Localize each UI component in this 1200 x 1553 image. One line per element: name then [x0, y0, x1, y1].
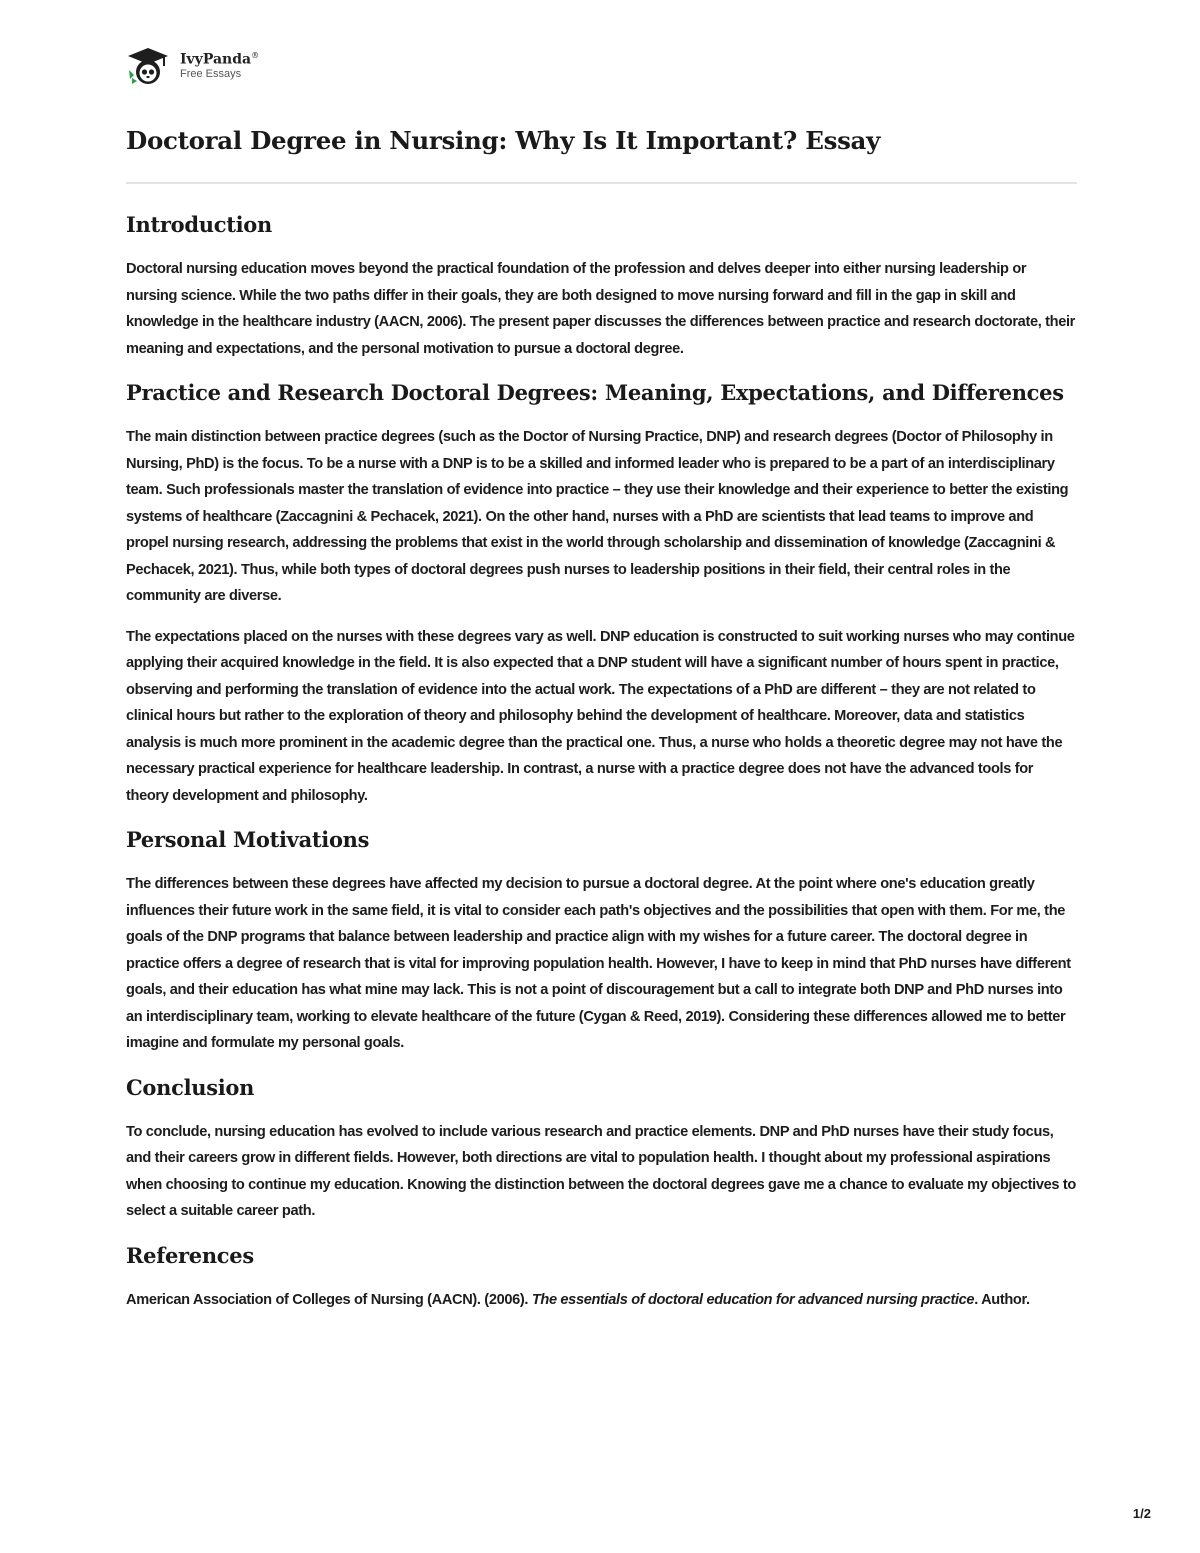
- section-heading: References: [126, 1242, 254, 1268]
- section-references: [126, 1239, 1077, 1314]
- essay-body: [126, 208, 1077, 1327]
- paragraph: Doctoral nursing education moves beyond the practical foundation of the profession and delves deeper into either nursing leadership or nursing science. While the two paths differ in their goals, they are both designed to move nursing forward and fill in the gap in skill and knowledge in the healthcare industry (AACN, 2006). The present paper discusses the differences between practice and research doctorate, their meaning and expectations, and the personal motivation to pursue a doctoral degree.: [126, 261, 1076, 357]
- page-number: 1/2: [1132, 1506, 1151, 1521]
- paragraph: The main distinction between practice degrees (such as the Doctor of Nursing Practice, DNP) and research degrees (Doctor of Philosophy in Nursing, PhD) is the focus. To be a nurse with a DNP is to be a skilled and informed leader who is prepared to be a part of an interdisciplinary team. Such professionals master the translation of evidence into practice – they use their knowledge and their experience to better the existing systems of healthcare (Zaccagnini & Pechacek, 2021). On the other hand, nurses with a PhD are scientists that lead teams to improve and propel nursing research, addressing the problems that exist in the world through scholarship and dissemination of knowledge (Zaccagnini & Pechacek, 2021). Thus, while both types of doctoral degrees push nurses to leadership positions in their field, their central roles in the community are diverse.: [126, 429, 1069, 604]
- brand-logo[interactable]: [126, 44, 259, 88]
- section-personal-motivations: [126, 823, 1077, 1057]
- section-heading: Introduction: [126, 212, 272, 237]
- title-divider: [126, 182, 1077, 184]
- page-title: Doctoral Degree in Nursing: Why Is It Important? Essay: [126, 126, 881, 155]
- panda-graduate-icon: [126, 44, 170, 88]
- paragraph: To conclude, nursing education has evolved to include various research and practice elements. DNP and PhD nurses have their study focus, and their careers grow in different fields. However, both directions are vital to population health. I thought about my professional aspirations when choosing to continue my education. Knowing the distinction between the doctoral degrees gave me a chance to evaluate my objectives to select a suitable career path.: [126, 1123, 1076, 1219]
- section-conclusion: [126, 1071, 1077, 1225]
- brand-name: IvyPanda®: [180, 50, 260, 68]
- paragraph: The differences between these degrees have affected my decision to pursue a doctoral degree. At the point where one's education greatly influences their future work in the same field, it is vital to consider each path's objectives and the possibilities that open with them. For me, the goals of the DNP programs that balance between leadership and practice align with my wishes for a future career. The doctoral degree in practice offers a degree of research that is vital for improving population health. However, I have to keep in mind that PhD nurses have different goals, and their education has what mine may lack. This is not a point of discouragement but a call to integrate both DNP and PhD nurses into an interdisciplinary team, working to elevate healthcare of the future (Cygan & Reed, 2019). Considering these differences allowed me to better imagine and formulate my personal goals.: [126, 876, 1071, 1051]
- section-heading: Personal Motivations: [126, 827, 370, 852]
- paragraph: The expectations placed on the nurses with these degrees vary as well. DNP education is constructed to suit working nurses who may continue applying their acquired knowledge in the field. It is also expected that a DNP student will have a significant number of hours spent in practice, observing and performing the translation of evidence into the actual work. The expectations of a PhD are different – they are not related to clinical hours but rather to the exploration of theory and philosophy behind the development of healthcare. Moreover, data and statistics analysis is much more prominent in the academic degree than the practical one. Thus, a nurse who holds a theoretic degree may not have the necessary practical experience for healthcare leadership. In contrast, a nurse with a practice degree does not have the advanced tools for theory development and philosophy.: [126, 628, 1075, 804]
- section-introduction: [126, 208, 1077, 362]
- section-heading: Conclusion: [126, 1074, 255, 1100]
- brand-tagline: Free Essays: [180, 67, 242, 80]
- section-heading: Practice and Research Doctoral Degrees: Meaning, Expectations, and Differences: [126, 380, 1064, 405]
- section-degrees: [126, 376, 1077, 809]
- reference-entry: American Association of Colleges of Nursing (AACN). (2006). The essentials of doctoral education for advanced nursing practice. Author.: [126, 1291, 1030, 1308]
